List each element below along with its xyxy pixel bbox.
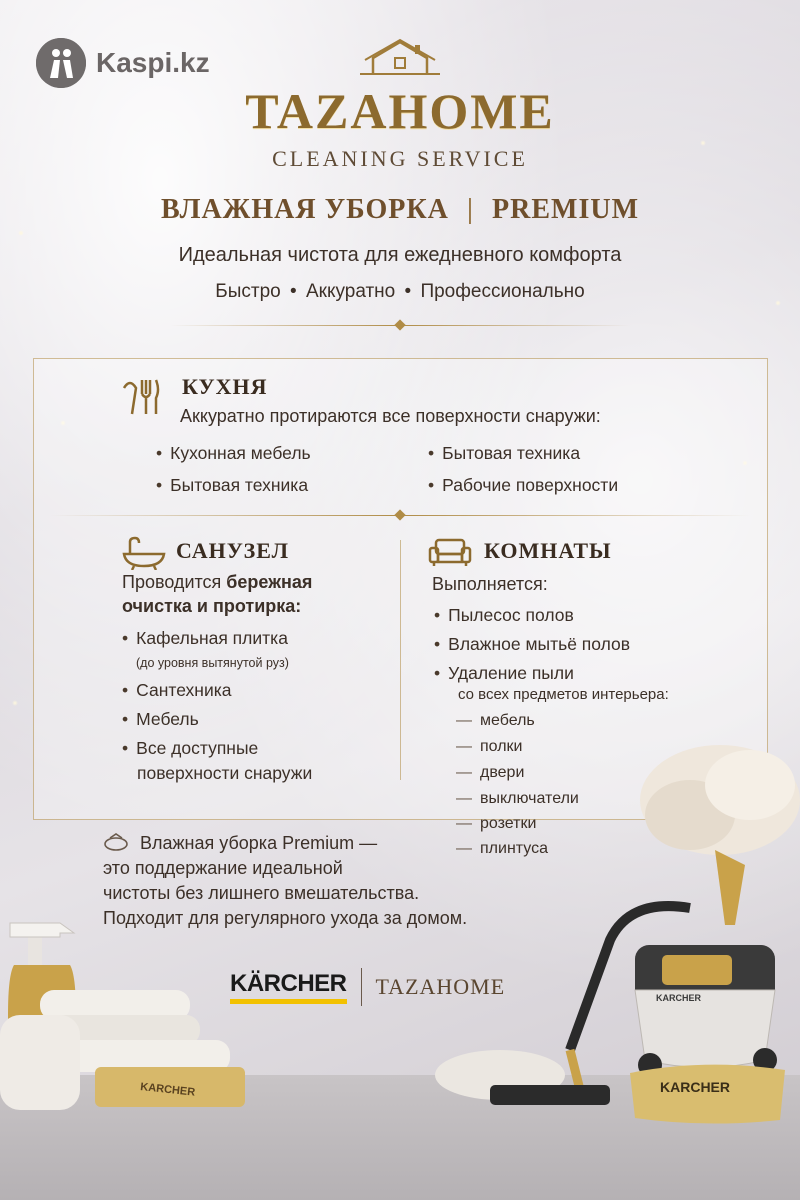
bathtub-icon <box>122 536 166 570</box>
bathroom-intro-b: бережная <box>226 572 313 592</box>
divider-diamond <box>394 319 405 330</box>
armchair-icon <box>428 538 472 568</box>
house-logo-icon <box>355 38 445 78</box>
towels-and-spray-icon <box>0 895 270 1130</box>
microfiber-cloth-icon <box>625 1058 790 1128</box>
bathroom-item-cont: поверхности снаружи <box>137 763 313 783</box>
rooms-subitem: — полки <box>456 738 522 756</box>
kitchen-title: КУХНЯ <box>182 374 268 399</box>
brand-name: TAZAHOME <box>245 83 555 139</box>
rooms-item-note: со всех предметов интерьера: <box>458 686 669 703</box>
kaspi-label: Kaspi.kz <box>96 47 210 78</box>
tagline: Идеальная чистота для ежедневного комфорта <box>178 244 622 266</box>
features <box>0 281 800 303</box>
kaspi-badge[interactable] <box>36 38 210 88</box>
bathroom-title: САНУЗЕЛ <box>176 538 290 563</box>
rooms-item: • Влажное мытьё полов <box>434 634 630 655</box>
vacuum-karcher-label: KARCHER <box>656 993 701 1003</box>
column-divider <box>400 540 401 780</box>
brand-subtitle: CLEANING SERVICE <box>272 146 528 171</box>
headline-separator: | <box>466 194 475 225</box>
cutlery-icon <box>120 376 162 418</box>
bathroom-intro-a: Проводится <box>122 572 227 592</box>
kitchen-item: • Бытовая техника <box>156 475 308 496</box>
kaspi-logo-icon <box>36 38 86 88</box>
summary-line: это поддержание идеальной <box>103 858 343 878</box>
kitchen-item: • Кухонная мебель <box>156 443 311 464</box>
bathroom-intro-line2: очистка и протирка: <box>122 596 302 616</box>
summary-line: Подходит для регулярного ухода за домом. <box>103 908 468 928</box>
rooms-subitem: — розетки <box>456 815 536 833</box>
footer-separator <box>361 968 362 1006</box>
karcher-logo: KÄRCHER <box>230 970 347 1004</box>
rooms-subitem: — выключатели <box>456 790 579 808</box>
kitchen-item: • Бытовая техника <box>428 443 580 464</box>
sparkle <box>18 230 24 236</box>
feature-dot: • <box>404 281 412 302</box>
feature-item: Профессионально <box>420 281 585 302</box>
rooms-item: • Пылесос полов <box>434 605 574 626</box>
rooms-intro: Выполняется: <box>432 574 548 594</box>
rooms-title: КОМНАТЫ <box>484 538 612 563</box>
footer-brand: TAZAHOME <box>375 974 506 999</box>
sparkle-badge-icon <box>103 832 129 852</box>
cloth-karcher-label: KARCHER <box>139 1081 196 1099</box>
bathroom-item-note: (до уровня вытянутой руз) <box>136 656 289 670</box>
rooms-subitem: — мебель <box>456 712 535 730</box>
summary-line: чистоты без лишнего вмешательства. <box>103 883 420 903</box>
headline <box>0 194 800 226</box>
summary-line: Влажная уборка Premium — <box>140 833 378 853</box>
kitchen-intro: Аккуратно протираются все поверхности снаружи: <box>180 406 601 426</box>
feature-dot: • <box>290 281 297 302</box>
bathroom-item: • Мебель <box>122 709 199 730</box>
sparkle <box>12 700 18 706</box>
rooms-subitem: — двери <box>456 764 524 782</box>
rooms-subitem: — плинтуса <box>456 840 548 858</box>
bathroom-intro <box>122 572 312 593</box>
headline-left: ВЛАЖНАЯ УБОРКА <box>160 194 449 225</box>
cloth2-karcher-label: KARCHER <box>660 1079 730 1095</box>
rooms-item: • Удаление пыли <box>434 663 574 684</box>
feature-item: Быстро <box>215 281 281 302</box>
bathroom-item: • Кафельная плитка <box>122 628 288 649</box>
bathroom-item: • Сантехника <box>122 680 232 701</box>
headline-right: PREMIUM <box>492 194 640 225</box>
feature-item: Аккуратно <box>305 281 396 302</box>
bathroom-item: • Все доступные <box>122 738 258 759</box>
kitchen-item: • Рабочие поверхности <box>428 475 618 496</box>
